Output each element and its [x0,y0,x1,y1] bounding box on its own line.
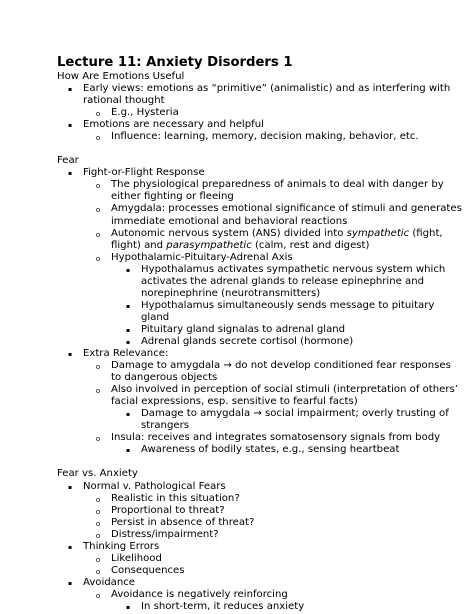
outline-item-text: Insula: receives and integrates somatosensory signals from body [111,432,441,444]
outline-item-level-2 [57,131,462,143]
section-heading: Fear [57,155,79,167]
outline-item-level-1 [57,481,462,493]
outline-item-text: Persist in absence of threat? [111,516,255,528]
hollow-bullet-icon: o [95,507,101,516]
outline-item-level-2 [57,493,462,505]
outline-item-level-3 [57,336,462,348]
hollow-bullet-icon: o [95,230,101,239]
outline-item-text: E.g., Hysteria [111,107,179,119]
square-bullet-icon: ▪ [125,302,131,310]
hollow-bullet-icon: o [95,254,101,263]
section-gap [57,143,462,155]
outline-item-level-2 [57,228,462,252]
hollow-bullet-icon: o [95,435,101,444]
square-bullet-icon: ▪ [67,483,73,491]
outline-item-level-3 [57,300,462,324]
outline-item-text: Hypothalamic-Pituitary-Adrenal Axis [111,251,293,263]
hollow-bullet-icon: o [95,134,101,143]
outline-item-level-2 [57,553,462,565]
hollow-bullet-icon: o [95,531,101,540]
square-bullet-icon: ▪ [125,411,131,419]
outline-item-text: Thinking Errors [83,540,160,552]
outline-item-level-2 [57,589,462,601]
outline-item-level-3 [57,601,462,613]
square-bullet-icon: ▪ [67,351,73,359]
outline-item-text: Damage to amygdala → do not develop conditioned fear responses to dangerous objects [111,360,451,384]
hollow-bullet-icon: o [95,567,101,576]
outline-item-level-1 [57,577,462,589]
outline-item-level-2 [57,505,462,517]
square-bullet-icon: ▪ [125,338,131,346]
outline-item-text: Fight-or-Flight Response [83,167,205,179]
square-bullet-icon: ▪ [67,579,73,587]
outline-item-text: Likelihood [111,552,162,564]
outline-item-text: Normal v. Pathological Fears [83,480,226,492]
section-heading: Fear vs. Anxiety [57,468,138,480]
outline-item-text: Hypothalamus activates sympathetic nervous system which activates the adrenal glands to release epinephrine and norepinephrine (neurotransmitters) [141,263,446,299]
square-bullet-icon: ▪ [67,543,73,551]
outline-item-text: Distress/impairment? [111,528,219,540]
outline-item-text: Hypothalamus simultaneously sends message to pituitary gland [141,299,435,323]
outline-item-text: Avoidance [83,576,136,588]
outline-item-level-2 [57,360,462,384]
outline-item-text: Emotions are necessary and helpful [83,119,264,131]
outline-item-text: Also involved in perception of social stimuli (interpretation of others’ facial expressions, esp. sensitive to fearful facts) [111,384,458,408]
outline-item-text: Realistic in this situation? [111,492,240,504]
outline-item-level-1 [57,83,462,107]
section-heading: How Are Emotions Useful [57,71,185,82]
outline-item-level-2 [57,432,462,444]
outline-item-text: Avoidance is negatively reinforcing [111,588,288,600]
outline-item-level-2 [57,107,462,119]
outline-item-level-3 [57,408,462,432]
hollow-bullet-icon: o [95,387,101,396]
outline-item-level-3 [57,444,462,456]
outline-item-text: In short-term, it reduces anxiety [141,600,305,612]
outline-item-text: The physiological preparedness of animals to deal with danger by either fighting or fleeing [111,179,444,203]
section-gap [57,456,462,468]
lecture-title: Lecture 11: Anxiety Disorders 1 [57,55,293,70]
outline-item-text: Proportional to threat? [111,504,225,516]
outline-item-text: Damage to amygdala → social impairment; overly trusting of strangers [141,408,449,432]
hollow-bullet-icon: o [95,363,101,372]
outline-item-level-2 [57,517,462,529]
square-bullet-icon: ▪ [125,266,131,274]
square-bullet-icon: ▪ [67,122,73,130]
hollow-bullet-icon: o [95,182,101,191]
outline-item-text: Awareness of bodily states, e.g., sensing heartbeat [141,444,400,456]
outline-item-level-3 [57,264,462,300]
outline-item-level-2 [57,203,462,227]
hollow-bullet-icon: o [95,495,101,504]
outline-item-text: Amygdala: processes emotional significance of stimuli and generates immediate emotional and behavioral reactions [111,203,462,227]
outline-item-level-3 [57,324,462,336]
outline-item-level-2 [57,565,462,577]
notes-content [57,71,462,613]
outline-item-text: Adrenal glands secrete cortisol (hormone) [141,335,354,347]
hollow-bullet-icon: o [95,555,101,564]
square-bullet-icon: ▪ [125,326,131,334]
square-bullet-icon: ▪ [67,86,73,94]
outline-item-level-2 [57,384,462,408]
outline-item-text: Extra Relevance: [83,348,169,360]
outline-item-text: Pituitary gland signalas to adrenal gland [141,323,346,335]
hollow-bullet-icon: o [95,591,101,600]
outline-item-text: Early views: emotions as “primitive” (animalistic) and as interfering with rational thought [83,83,451,107]
hollow-bullet-icon: o [95,206,101,215]
outline-item-level-2 [57,179,462,203]
outline-item-text: Consequences [111,564,185,576]
outline-item-level-2 [57,529,462,541]
hollow-bullet-icon: o [95,519,101,528]
outline-item-level-1 [57,541,462,553]
square-bullet-icon: ▪ [67,170,73,178]
square-bullet-icon: ▪ [125,603,131,611]
outline-item-level-2 [57,252,462,264]
hollow-bullet-icon: o [95,110,101,119]
document-page [57,55,462,613]
square-bullet-icon: ▪ [125,447,131,455]
outline-item-text: Autonomic nervous system (ANS) divided into sympathetic (fight, flight) and parasympathetic (calm, rest and digest) [111,227,443,251]
outline-item-text: Influence: learning, memory, decision making, behavior, etc. [111,131,419,143]
outline-item-level-1 [57,119,462,131]
outline-item-level-1 [57,167,462,179]
outline-item-level-1 [57,348,462,360]
